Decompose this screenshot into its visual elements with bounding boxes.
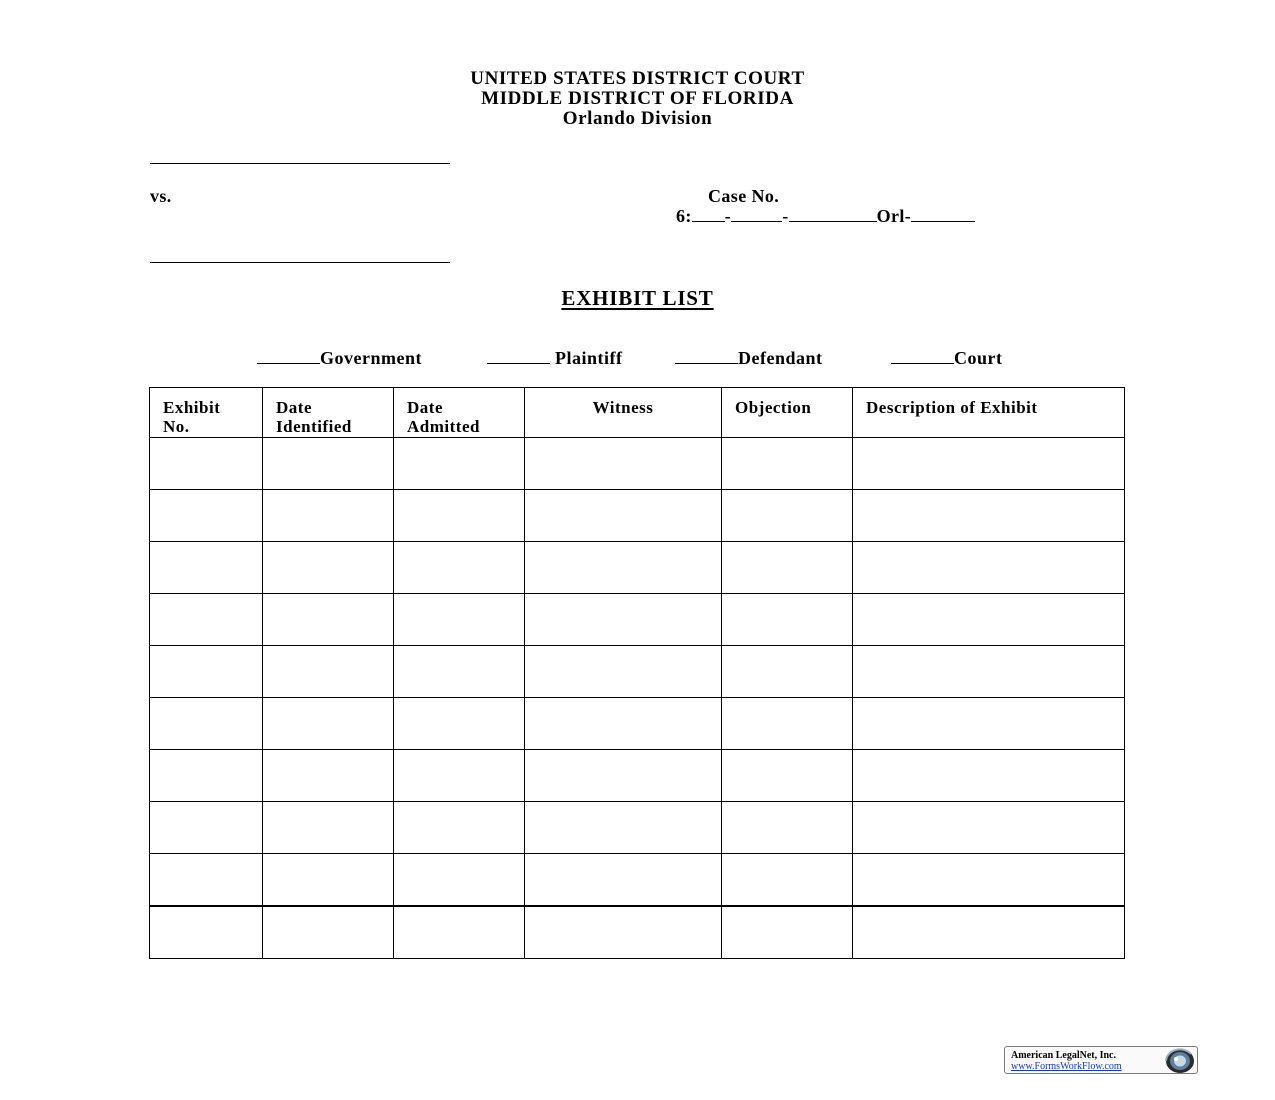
table-cell[interactable] <box>150 646 263 698</box>
table-cell[interactable] <box>150 802 263 854</box>
publisher-logo[interactable] <box>1004 1046 1198 1074</box>
table-cell[interactable] <box>853 438 1125 490</box>
table-row <box>150 490 1125 542</box>
table-cell[interactable] <box>722 542 853 594</box>
table-cell[interactable] <box>525 542 722 594</box>
table-cell[interactable] <box>722 906 853 959</box>
table-cell[interactable] <box>263 906 394 959</box>
table-cell[interactable] <box>853 854 1125 907</box>
case-year-blank[interactable] <box>692 207 725 222</box>
publisher-name: American LegalNet, Inc. <box>1011 1050 1116 1061</box>
table-cell[interactable] <box>263 438 394 490</box>
column-header-exhibit-no: Exhibit No. <box>150 388 263 438</box>
table-cell[interactable] <box>525 490 722 542</box>
table-row <box>150 594 1125 646</box>
column-header-objection: Objection <box>722 388 853 438</box>
column-header-date-identified: Date Identified <box>263 388 394 438</box>
table-cell[interactable] <box>525 802 722 854</box>
table-cell[interactable] <box>722 750 853 802</box>
table-cell[interactable] <box>394 594 525 646</box>
table-row <box>150 542 1125 594</box>
document-title: EXHIBIT LIST <box>561 286 714 310</box>
case-separator: - <box>782 206 789 226</box>
table-cell[interactable] <box>394 906 525 959</box>
party-label: Plaintiff <box>555 348 623 368</box>
table-cell[interactable] <box>853 490 1125 542</box>
party-check-blank[interactable] <box>891 349 954 364</box>
case-type-blank[interactable] <box>731 207 782 222</box>
table-cell[interactable] <box>150 698 263 750</box>
party-label: Court <box>954 348 1003 368</box>
court-name: UNITED STATES DISTRICT COURT <box>470 68 805 89</box>
table-cell[interactable] <box>722 438 853 490</box>
vs-label: vs. <box>150 186 172 206</box>
table-cell[interactable] <box>525 594 722 646</box>
plaintiff-name-blank[interactable] <box>150 163 450 164</box>
table-cell[interactable] <box>150 542 263 594</box>
column-header-date-admitted: Date Admitted <box>394 388 525 438</box>
table-row <box>150 438 1125 490</box>
district-name: MIDDLE DISTRICT OF FLORIDA <box>481 88 794 109</box>
case-sequence-blank[interactable] <box>789 207 877 222</box>
table-cell[interactable] <box>263 802 394 854</box>
table-cell[interactable] <box>722 802 853 854</box>
party-label: Government <box>320 348 422 368</box>
column-header-witness: Witness <box>525 388 722 438</box>
table-row <box>150 750 1125 802</box>
table-cell[interactable] <box>853 750 1125 802</box>
globe-logo-icon <box>1161 1048 1195 1074</box>
table-cell[interactable] <box>525 750 722 802</box>
table-cell[interactable] <box>394 750 525 802</box>
case-number-field <box>676 206 975 227</box>
case-prefix: 6: <box>676 206 692 226</box>
table-cell[interactable] <box>525 438 722 490</box>
table-row <box>150 802 1125 854</box>
party-check-blank[interactable] <box>487 349 550 364</box>
table-cell[interactable] <box>853 698 1125 750</box>
party-check-blank[interactable] <box>257 349 320 364</box>
table-cell[interactable] <box>263 646 394 698</box>
table-cell[interactable] <box>150 906 263 959</box>
party-option-plaintiff[interactable] <box>487 348 623 369</box>
table-header-row <box>150 388 1125 438</box>
table-cell[interactable] <box>394 646 525 698</box>
table-cell[interactable] <box>853 594 1125 646</box>
publisher-url-link[interactable]: www.FormsWorkFlow.com <box>1011 1061 1122 1072</box>
table-cell[interactable] <box>525 698 722 750</box>
table-cell[interactable] <box>150 750 263 802</box>
table-cell[interactable] <box>722 490 853 542</box>
table-cell[interactable] <box>394 542 525 594</box>
table-cell[interactable] <box>263 698 394 750</box>
table-cell[interactable] <box>722 594 853 646</box>
table-cell[interactable] <box>150 490 263 542</box>
table-cell[interactable] <box>722 646 853 698</box>
table-cell[interactable] <box>853 542 1125 594</box>
table-cell[interactable] <box>525 906 722 959</box>
table-cell[interactable] <box>853 906 1125 959</box>
case-suffix: Orl- <box>876 206 912 226</box>
party-option-defendant[interactable] <box>675 348 823 369</box>
table-cell[interactable] <box>394 438 525 490</box>
table-cell[interactable] <box>263 594 394 646</box>
party-option-government[interactable] <box>257 348 422 369</box>
table-cell[interactable] <box>150 594 263 646</box>
party-label: Defendant <box>738 348 823 368</box>
column-header-description: Description of Exhibit <box>853 388 1125 438</box>
division-name: Orlando Division <box>562 108 713 129</box>
case-number-label: Case No. <box>708 186 780 206</box>
judge-initials-blank[interactable] <box>911 207 975 222</box>
table-cell[interactable] <box>394 698 525 750</box>
table-row <box>150 646 1125 698</box>
case-separator: - <box>724 206 732 226</box>
table-cell[interactable] <box>263 750 394 802</box>
table-cell[interactable] <box>525 646 722 698</box>
table-cell[interactable] <box>853 646 1125 698</box>
party-option-court[interactable] <box>891 348 1003 369</box>
exhibit-table-body <box>150 438 1125 959</box>
table-cell[interactable] <box>722 854 853 907</box>
table-cell[interactable] <box>394 802 525 854</box>
party-check-blank[interactable] <box>675 349 738 364</box>
table-cell[interactable] <box>150 854 263 907</box>
table-cell[interactable] <box>525 854 722 907</box>
table-cell[interactable] <box>263 854 394 907</box>
table-cell[interactable] <box>394 854 525 907</box>
exhibit-table <box>149 387 1125 959</box>
table-cell[interactable] <box>394 490 525 542</box>
table-cell[interactable] <box>263 542 394 594</box>
table-cell[interactable] <box>150 438 263 490</box>
table-cell[interactable] <box>263 490 394 542</box>
table-cell[interactable] <box>722 698 853 750</box>
table-cell[interactable] <box>853 802 1125 854</box>
table-row <box>150 906 1125 959</box>
table-row <box>150 854 1125 907</box>
table-row <box>150 698 1125 750</box>
defendant-name-blank[interactable] <box>150 262 450 263</box>
